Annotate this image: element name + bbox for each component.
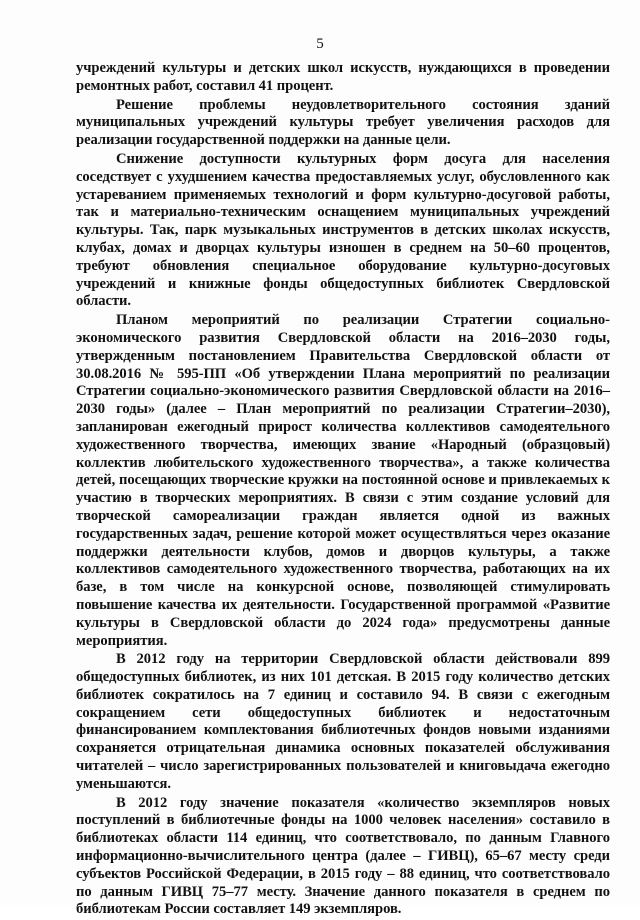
paragraph: учреждений культуры и детских школ искусств, нуждающихся в проведении ремонтных работ, составил 41 процент.: [76, 60, 610, 94]
document-body: [76, 60, 610, 920]
paragraph: В 2012 году на территории Свердловской области действовали 899 общедоступных библиотек, из них 101 детская. В 2015 году количество детских библиотек сократилось на 7 единиц и составило 94. В связи с ежегодным сокращением сети общедоступных библиотек и недостаточным финансированием комплектования библиотечных фондов новыми изданиями сохраняется отрицательная динамика основных показателей обслуживания читателей – число зарегистрированных пользователей и книговыдача ежегодно уменьшаются.: [76, 651, 610, 792]
paragraph: Решение проблемы неудовлетворительного состояния зданий муниципальных учреждений культуры требует увеличения расходов для реализации государственной поддержки на данные цели.: [76, 96, 610, 149]
paragraph: Снижение доступности культурных форм досуга для населения соседствует с ухудшением качества предоставляемых услуг, обусловленного как устареванием применяемых технологий и форм культурно-досуговой работы, так и материально-техническим оснащением муниципальных учреждений культуры. Так, парк музыкальных инструментов в детских школах искусств, клубах, домах и дворцах культуры изношен в среднем на 50–60 процентов, требуют обновления специальное оборудование культурно-досуговых учреждений и книжные фонды общедоступных библиотек Свердловской области.: [76, 150, 610, 310]
paragraph: Планом мероприятий по реализации Стратегии социально-экономического развития Свердловской области на 2016–2030 годы, утвержденным постановлением Правительства Свердловской области от 30.08.2016 № 595-ПП «Об утверждении Плана мероприятий по реализации Стратегии социально-экономического развития Свердловской области на 2016–2030 годы» (далее – План мероприятий по реализации Стратегии–2030), запланирован ежегодный прирост количества коллективов самодеятельного художественного творчества, имеющих звание «Народный (образцовый) коллектив любительского художественного творчества», а также количества детей, посещающих творческие кружки на постоянной основе и привлекаемых к участию в творческих мероприятиях. В связи с этим создание условий для творческой самореализации граждан является одной из важных государственных задач, решение которой может осуществляться через оказание поддержки деятельности клубов, домов и дворцов культуры, а также коллективов самодеятельного художественного творчества, работающих на их базе, в том числе на конкурсной основе, позволяющей стимулировать повышение качества их деятельности. Государственной программой «Развитие культуры в Свердловской области до 2024 года» предусмотрены данные мероприятия.: [76, 312, 610, 649]
page-number: 5: [316, 36, 324, 52]
paragraph: В 2012 году значение показателя «количество экземпляров новых поступлений в библиотечные фонды на 1000 человек населения» составило в библиотеках области 114 единиц, что соответствовало, по данным Главного информационно-вычислительного центра (далее – ГИВЦ), 65–67 месту среди субъектов Российской Федерации, в 2015 году – 88 единиц, что соответствовало по данным ГИВЦ 75–77 месту. Значение данного показателя в среднем по библиотекам России составляет 149 экземпляров.: [76, 794, 610, 918]
